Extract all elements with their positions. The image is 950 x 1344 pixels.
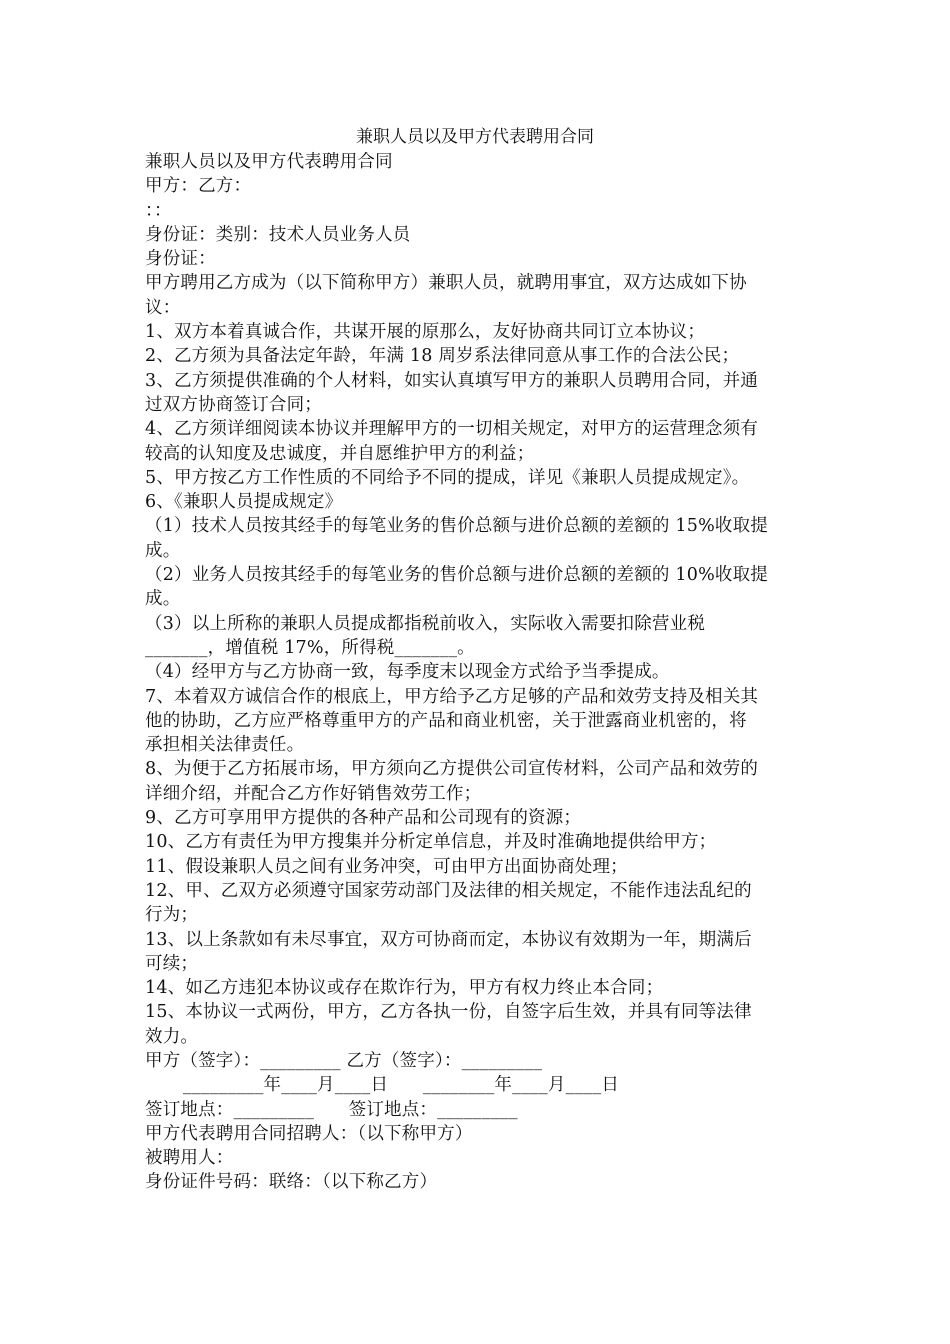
document-line: ：： xyxy=(145,200,172,221)
document-line: 甲方聘用乙方成为（以下简称甲方）兼职人员，就聘用事宜，双方达成如下协 xyxy=(145,273,747,294)
document-line: 7、本着双方诚信合作的根底上，甲方给予乙方足够的产品和效劳支持及相关其 xyxy=(145,686,759,707)
document-body xyxy=(145,150,810,1195)
document-line: 身份证件号码：联络：（以下称乙方） xyxy=(145,1172,438,1193)
document-line: 过双方协商签订合同； xyxy=(145,394,322,415)
document-line: _______，增值税 17%，所得税_______。 xyxy=(145,637,475,658)
document-line: 1、双方本着真诚合作，共谋开展的原那么，友好协商共同订立本协议； xyxy=(145,322,706,343)
document-line: 成。 xyxy=(145,540,181,561)
document-line: 承担相关法律责任。 xyxy=(145,735,305,756)
document-line: 成。 xyxy=(145,589,181,610)
document-line: （1）技术人员按其经手的每笔业务的售价总额与进价总额的差额的 15%收取提 xyxy=(145,516,768,537)
document-line: _________年____月____日 ________年____月____日 xyxy=(183,1075,620,1096)
document-line: 6、《兼职人员提成规定》 xyxy=(145,492,343,513)
document-line: 甲方代表聘用合同招聘人：（以下称甲方） xyxy=(145,1123,473,1144)
document-line: 2、乙方须为具备法定年龄，年满 18 周岁系法律同意从事工作的合法公民； xyxy=(145,346,740,367)
document-line: 9、乙方可享用甲方提供的各种产品和公司现有的资源； xyxy=(145,808,582,829)
document-title: 兼职人员以及甲方代表聘用合同 xyxy=(356,127,594,147)
document-line: （3）以上所称的兼职人员提成都指税前收入，实际收入需要扣除营业税 xyxy=(145,613,706,634)
document-line: 身份证： xyxy=(145,249,216,270)
document-line: 较高的认知度及忠诚度，并自愿维护甲方的利益； xyxy=(145,443,535,464)
document-line: 签订地点：_________ 签订地点：_________ xyxy=(145,1099,518,1120)
document-line: 5、甲方按乙方工作性质的不同给予不同的提成，详见《兼职人员提成规定》。 xyxy=(145,467,750,488)
document-line: 被聘用人： xyxy=(145,1148,234,1169)
document-line: 甲方：乙方： xyxy=(145,176,252,197)
document-line: 行为； xyxy=(145,905,199,926)
document-line: 议： xyxy=(145,297,181,318)
document-line: 3、乙方须提供准确的个人材料，如实认真填写甲方的兼职人员聘用合同，并通 xyxy=(145,370,759,391)
document-line: 效力。 xyxy=(145,1026,199,1047)
document-line: （4）经甲方与乙方协商一致，每季度末以现金方式给予当季提成。 xyxy=(145,662,670,683)
document-line: 可续； xyxy=(145,953,199,974)
document-line: 详细介绍，并配合乙方作好销售效劳工作； xyxy=(145,783,482,804)
document-line: 11、假设兼职人员之间有业务冲突，可由甲方出面协商处理； xyxy=(145,856,628,877)
document-line: 甲方（签字）：_________ 乙方（签字）：_________ xyxy=(145,1050,543,1071)
document-line: 8、为便于乙方拓展市场，甲方须向乙方提供公司宣传材料，公司产品和效劳的 xyxy=(145,759,759,780)
document-line: 13、以上条款如有未尽事宜，双方可协商而定，本协议有效期为一年，期满后 xyxy=(145,929,752,950)
document-line: 兼职人员以及甲方代表聘用合同 xyxy=(145,152,393,172)
document-line: 12、甲、乙双方必须遵守国家劳动部门及法律的相关规定，不能作违法乱纪的 xyxy=(145,880,752,901)
document-line: 15、本协议一式两份，甲方，乙方各执一份，自签字后生效，并具有同等法律 xyxy=(145,1002,752,1023)
document-line: （2）业务人员按其经手的每笔业务的售价总额与进价总额的差额的 10%收取提 xyxy=(145,565,768,586)
document-line: 他的协助，乙方应严格尊重甲方的产品和商业机密，关于泄露商业机密的，将 xyxy=(145,710,747,731)
document-line: 10、乙方有责任为甲方搜集并分析定单信息，并及时准确地提供给甲方； xyxy=(145,832,717,853)
document-line: 4、乙方须详细阅读本协议并理解甲方的一切相关规定，对甲方的运营理念须有 xyxy=(145,419,759,440)
document-line: 身份证：类别：技术人员业务人员 xyxy=(145,224,411,245)
document-line: 14、如乙方违犯本协议或存在欺诈行为，甲方有权力终止本合同； xyxy=(145,978,664,999)
